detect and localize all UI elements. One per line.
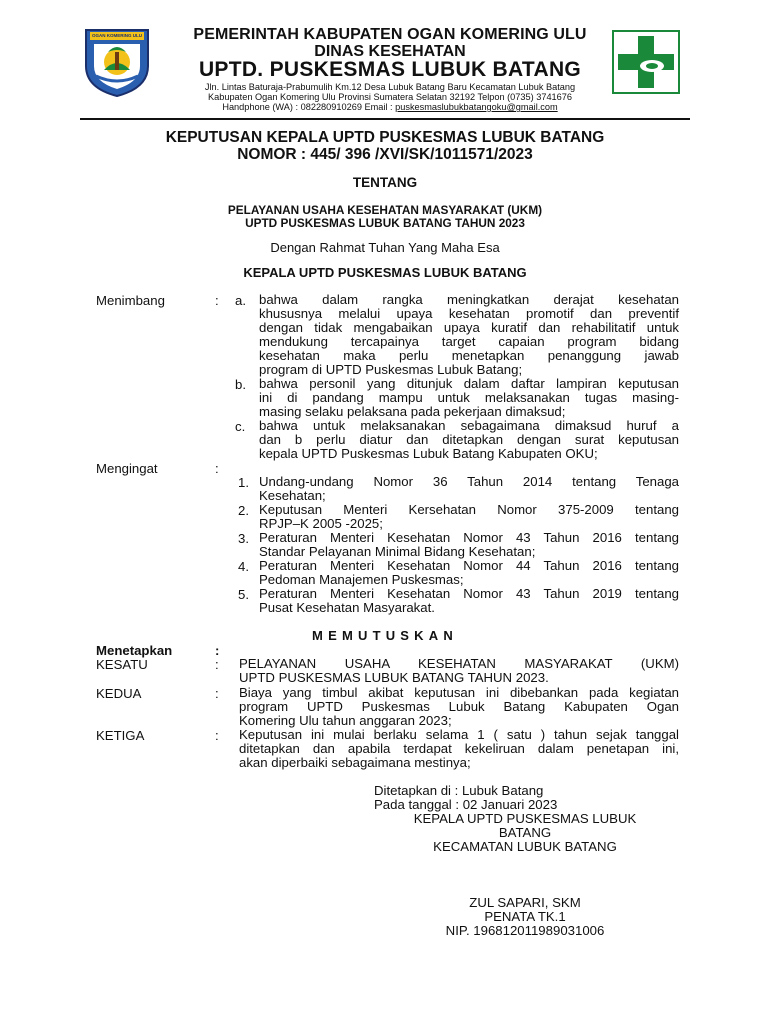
line: akan diperbaiki sebagaimana mestinya; (239, 755, 471, 770)
line: khususnya melalui upaya kesehatan promotif dan preventif (259, 306, 679, 321)
date-of-issue: Pada tanggal : 02 Januari 2023 (374, 797, 558, 812)
line: bahwa dalam rangka meningkatkan derajat kesehatan (259, 292, 679, 307)
signer-rank: PENATA TK.1 (484, 909, 566, 924)
line: kepala UPTD Puskesmas Lubuk Batang Kabupaten OKU; (259, 446, 598, 461)
mengingat-label: Mengingat (96, 461, 158, 476)
address-line-1: Jln. Lintas Baturaja-Prabumulih Km.12 Desa Lubuk Batang Baru Kecamatan Lubuk Batang (204, 82, 576, 92)
menimbang-item-a (259, 293, 679, 377)
line: program UPTD Puskesmas Lubuk Batang Kabupaten Ogan (239, 699, 679, 714)
mengingat-item-2 (259, 503, 679, 531)
menetapkan-label: Menetapkan (96, 643, 173, 658)
menimbang-item-b (259, 377, 679, 419)
issuer-heading: KEPALA UPTD PUSKESMAS LUBUK BATANG (243, 265, 527, 280)
line: bahwa personil yang ditunjuk dalam daftar lampiran keputusan (259, 376, 679, 391)
kop-institution: UPTD. PUSKESMAS LUBUK BATANG (198, 58, 582, 81)
kesatu-label: KESATU (96, 657, 148, 672)
kedua-text (239, 686, 679, 728)
kop-divider (80, 118, 690, 120)
kesatu-colon: : (215, 657, 219, 672)
line: mendukung tercapainya target capaian program bidang (259, 334, 679, 349)
kop-department: DINAS KESEHATAN (314, 43, 466, 60)
contact-prefix: Handphone (WA) : 082280910269 Email : (222, 102, 396, 112)
decree-title: KEPUTUSAN KEPALA UPTD PUSKESMAS LUBUK BATANG (165, 129, 605, 146)
signer-position-3: KECAMATAN LUBUK BATANG (433, 839, 617, 854)
puskesmas-logo (612, 30, 680, 94)
mengingat-item-1 (259, 475, 679, 503)
menimbang-marker-c: c. (235, 419, 246, 434)
signer-position-1: KEPALA UPTD PUSKESMAS LUBUK (413, 811, 637, 826)
line: kesehatan maka perlu menetapkan penanggung jawab (259, 348, 679, 363)
mengingat-item-3 (259, 531, 679, 559)
tentang-heading: TENTANG (352, 175, 418, 190)
line: Standar Pelayanan Minimal Bidang Kesehatan; (259, 544, 536, 559)
mengingat-marker-4: 4. (238, 559, 249, 574)
menimbang-label: Menimbang (96, 293, 165, 308)
signer-name: ZUL SAPARI, SKM (469, 895, 581, 910)
subject-line-1: PELAYANAN USAHA KESEHATAN MASYARAKAT (UKM) (227, 203, 543, 217)
line: Komering Ulu tahun anggaran 2023; (239, 713, 452, 728)
mengingat-marker-5: 5. (238, 587, 249, 602)
line: dengan tidak mengabaikan upaya kuratif dan rehabilitatif untuk (259, 320, 679, 335)
mengingat-colon: : (215, 461, 219, 476)
line: Keputusan Menteri Kersehatan Nomor 375-2009 tentang (259, 502, 679, 517)
line: Biaya yang timbul akibat keputusan ini dibebankan pada kegiatan (239, 685, 679, 700)
menetapkan-colon: : (215, 643, 220, 658)
ketiga-label: KETIGA (96, 728, 145, 743)
menimbang-item-c (259, 419, 679, 461)
line: bahwa untuk melaksanakan sebagaimana dimaksud huruf a (259, 418, 679, 433)
line: PELAYANAN USAHA KESEHATAN MASYARAKAT (UKM) (239, 656, 679, 671)
line: program di UPTD Puskesmas Lubuk Batang; (259, 362, 523, 377)
address-line-2: Kabupaten Ogan Komering Ulu Provinsi Sumatera Selatan 32192 Telpon (0735) 3741676 (207, 92, 572, 102)
line: Pusat Kesehatan Masyarakat. (259, 600, 435, 615)
kop-address (140, 82, 640, 112)
address-line-3 (140, 102, 640, 112)
line: Peraturan Menteri Kesehatan Nomor 43 Tahun 2016 tentang (259, 530, 679, 545)
line: masing selaku pelaksana pada pekerjaan dimaksud; (259, 404, 566, 419)
line: Kesehatan; (259, 488, 326, 503)
line: ini di pandang mampu untuk melaksanakan tugas masing- (259, 390, 679, 405)
blessing-line: Dengan Rahmat Tuhan Yang Maha Esa (270, 240, 500, 255)
kedua-colon: : (215, 686, 219, 701)
kop-government: PEMERINTAH KABUPATEN OGAN KOMERING ULU (193, 26, 587, 43)
mengingat-marker-3: 3. (238, 531, 249, 546)
menimbang-marker-b: b. (235, 377, 246, 392)
decree-number: NOMOR : 445/ 396 /XVI/SK/1011571/2023 (237, 146, 533, 163)
mengingat-item-4 (259, 559, 679, 587)
line: Peraturan Menteri Kesehatan Nomor 43 Tahun 2019 tentang (259, 586, 679, 601)
memutuskan-heading: MEMUTUSKAN (312, 628, 458, 643)
signer-position-2: BATANG (498, 825, 552, 840)
subject-line-2: UPTD PUSKESMAS LUBUK BATANG TAHUN 2023 (245, 216, 525, 230)
line: ditetapkan dan apabila terdapat kekeliruan dalam penetapan ini, (239, 741, 679, 756)
line: UPTD PUSKESMAS LUBUK BATANG TAHUN 2023. (239, 670, 549, 685)
ketiga-colon: : (215, 728, 219, 743)
ketiga-text (239, 728, 679, 770)
line: Undang-undang Nomor 36 Tahun 2014 tentang Tenaga (259, 474, 679, 489)
menimbang-colon: : (215, 293, 219, 308)
line: Peraturan Menteri Kesehatan Nomor 44 Tahun 2016 tentang (259, 558, 679, 573)
line: Pedoman Manajemen Puskesmas; (259, 572, 464, 587)
place-of-issue: Ditetapkan di : Lubuk Batang (374, 783, 544, 798)
kesatu-text (239, 657, 679, 685)
mengingat-marker-1: 1. (238, 475, 249, 490)
line: dan b perlu diatur dan ditetapkan dengan surat keputusan (259, 432, 679, 447)
mengingat-item-5 (259, 587, 679, 615)
line: Keputusan ini mulai berlaku selama 1 ( satu ) tahun sejak tanggal (239, 727, 679, 742)
signer-nip: NIP. 196812011989031006 (445, 923, 605, 938)
line: RPJP–K 2005 -2025; (259, 516, 383, 531)
menimbang-marker-a: a. (235, 293, 246, 308)
crest-caption: OGAN KOMERING ULU (92, 33, 142, 38)
mengingat-marker-2: 2. (238, 503, 249, 518)
email-link[interactable]: puskesmaslubukbatangoku@gmail.com (395, 102, 558, 112)
kedua-label: KEDUA (96, 686, 142, 701)
